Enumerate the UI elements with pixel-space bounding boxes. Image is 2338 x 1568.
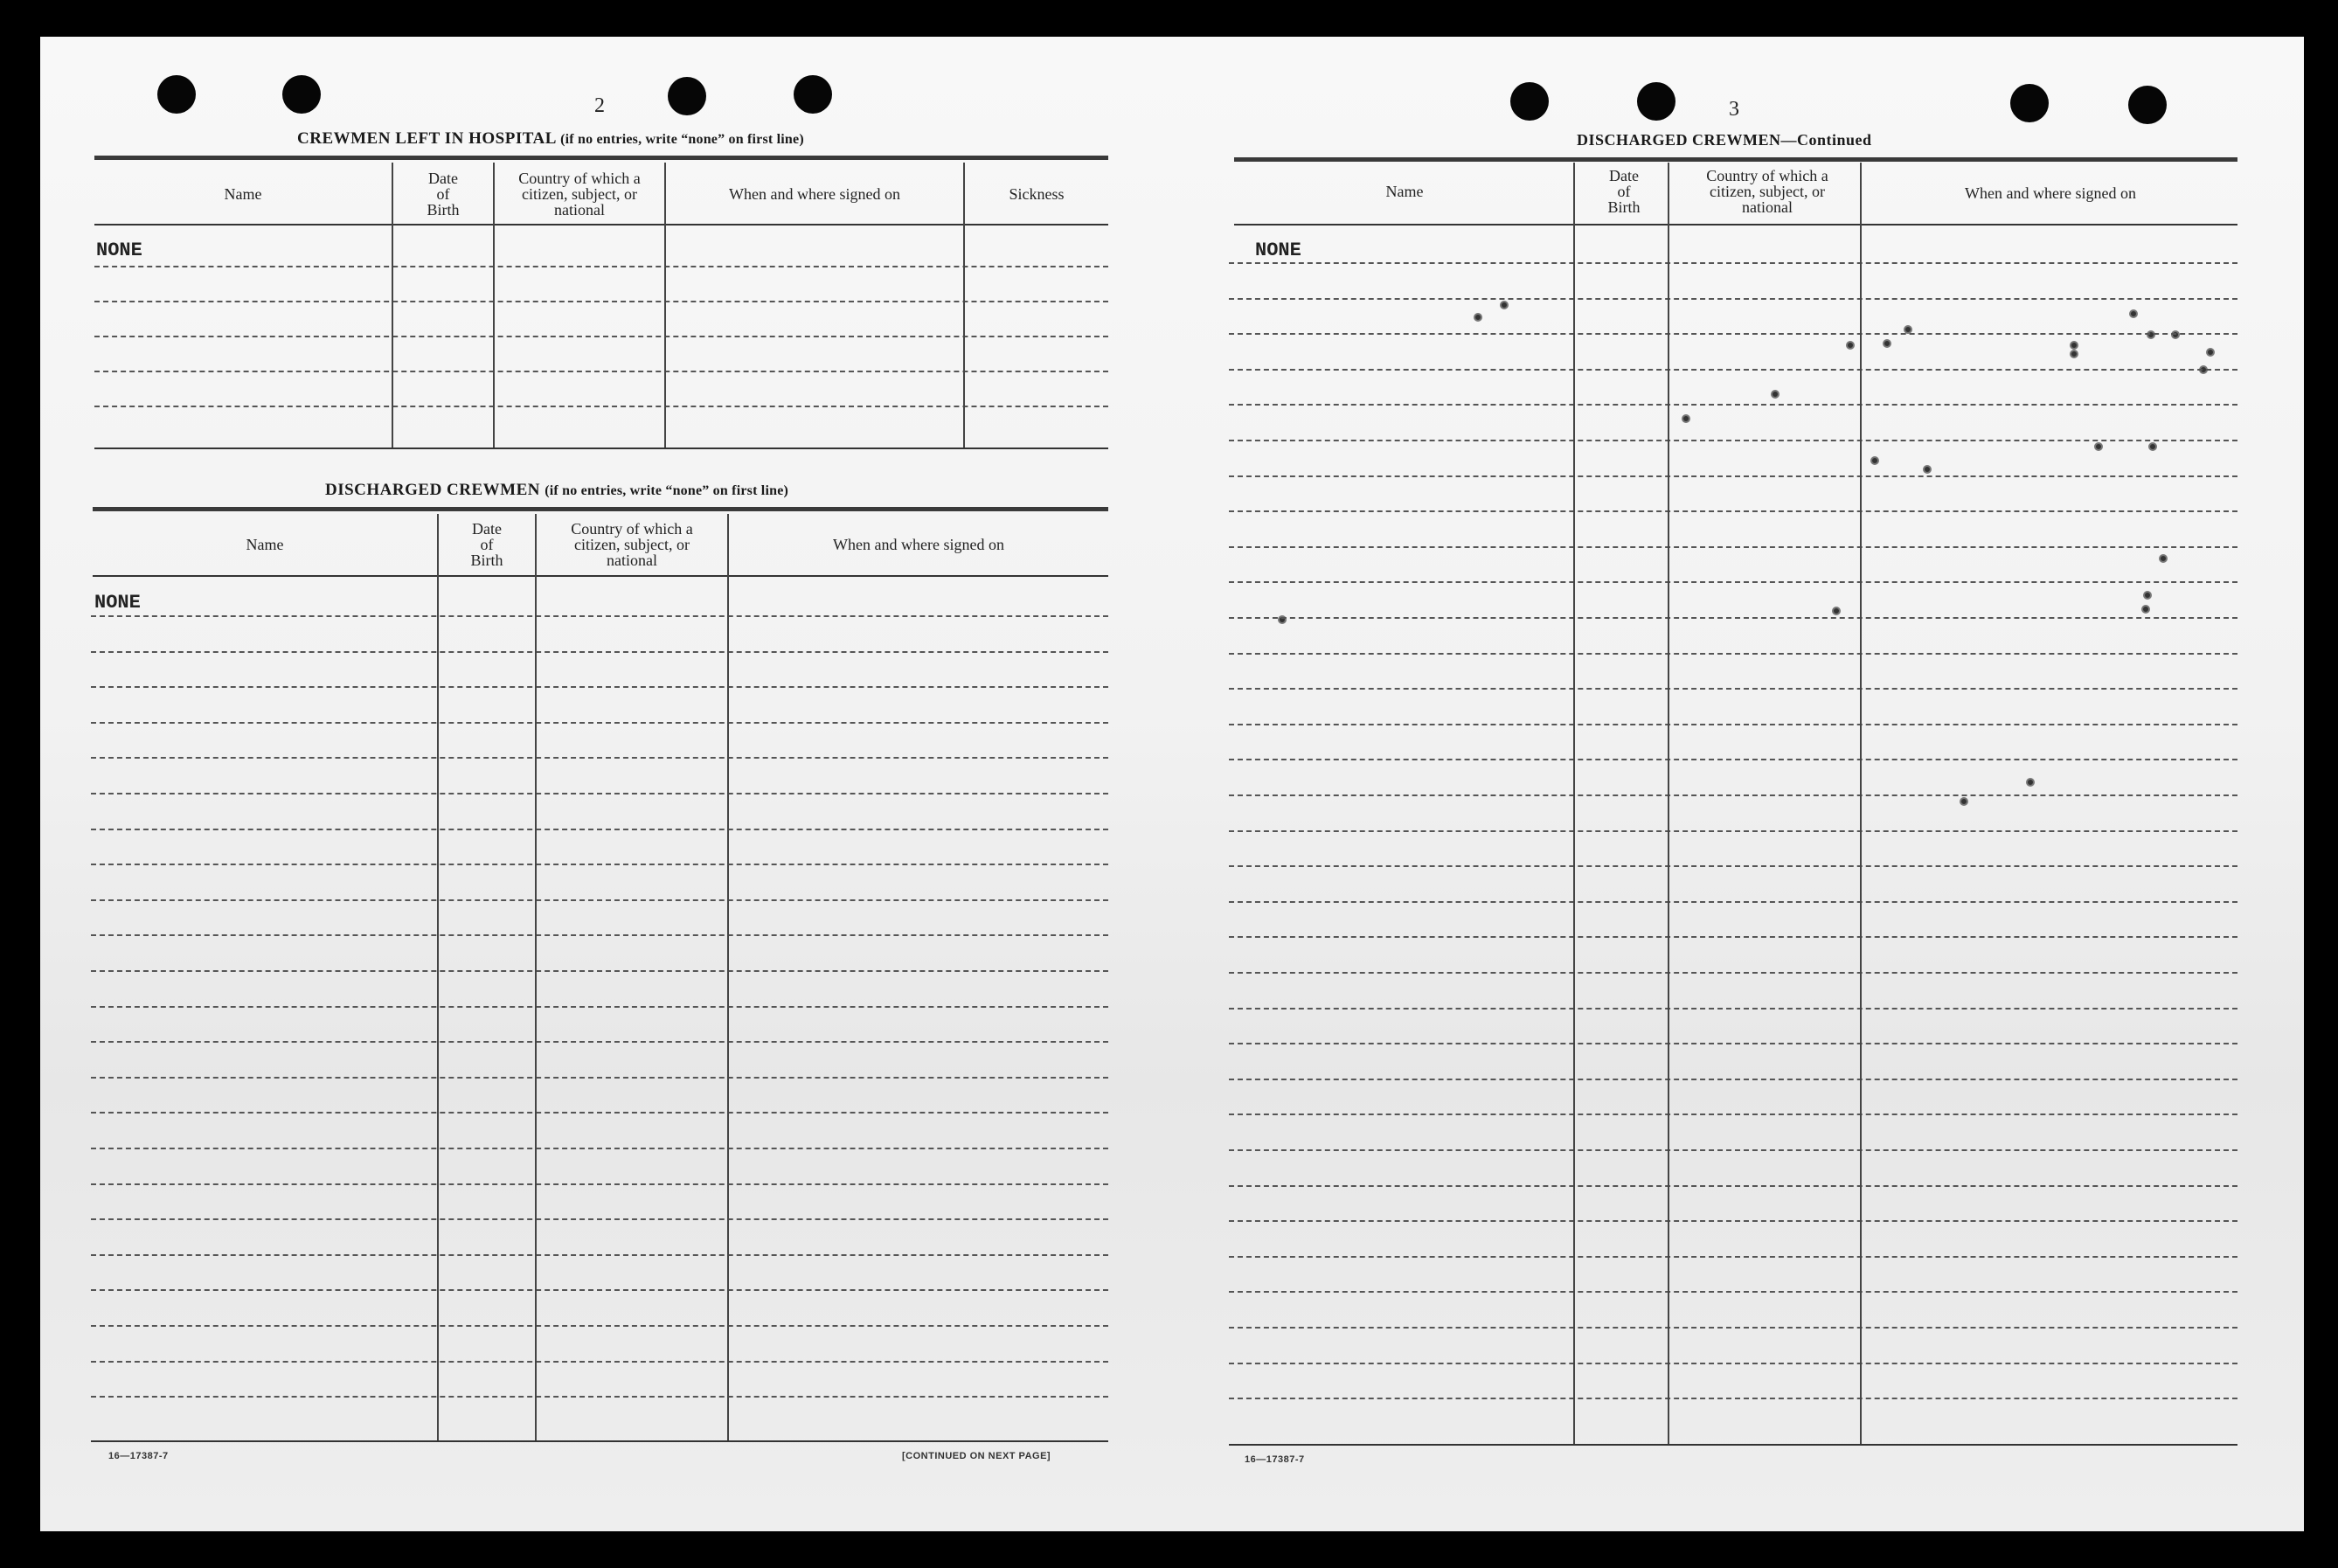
- col-date-of-birth: Date of Birth: [470, 520, 503, 569]
- form-number-right: 16—17387-7: [1245, 1454, 1305, 1465]
- ruled-row-line: [1229, 510, 2237, 512]
- table-bottom-rule: [91, 1440, 1108, 1442]
- scan-speck: [1883, 339, 1891, 348]
- hospital-instruction: (if no entries, write “none” on first line): [560, 132, 804, 147]
- ruled-row-line: [1229, 369, 2237, 371]
- punch-hole: [1510, 82, 1549, 121]
- page-number-left: 2: [594, 94, 605, 117]
- ruled-row-line: [91, 1289, 1108, 1291]
- ruled-row-line: [1229, 688, 2237, 690]
- ruled-row-line: [91, 1325, 1108, 1327]
- column-divider: [437, 514, 439, 1440]
- col-date-of-birth: Date of Birth: [1607, 167, 1641, 216]
- punch-hole: [157, 75, 196, 114]
- scan-speck: [2129, 309, 2138, 318]
- ruled-row-line: [1229, 298, 2237, 300]
- ruled-row-line: [1229, 1327, 2237, 1329]
- column-divider: [1573, 163, 1575, 1444]
- punch-hole: [668, 77, 706, 115]
- ruled-row-line: [1229, 1398, 2237, 1399]
- continued-note: [CONTINUED ON NEXT PAGE]: [902, 1451, 1051, 1461]
- header-bottom-rule: [94, 224, 1108, 225]
- ruled-row-line: [91, 1396, 1108, 1398]
- ruled-row-line: [1229, 546, 2237, 548]
- hospital-section-title: [297, 129, 804, 149]
- punch-hole: [282, 75, 321, 114]
- ruled-row-line: [1229, 404, 2237, 406]
- ruled-row-line: [1229, 1008, 2237, 1009]
- ruled-row-line: [91, 970, 1108, 972]
- discharged-section-title: [325, 481, 788, 500]
- ruled-row-line: [91, 722, 1108, 724]
- ruled-row-line: [1229, 724, 2237, 725]
- scan-speck: [1832, 607, 1841, 615]
- document-scan: [40, 37, 2304, 1531]
- punch-hole: [2010, 84, 2049, 122]
- column-divider: [1860, 163, 1862, 1444]
- scan-speck: [2094, 442, 2103, 451]
- ruled-row-line: [94, 371, 1108, 372]
- ruled-row-line: [1229, 936, 2237, 938]
- col-name: Name: [1385, 183, 1424, 200]
- col-date-of-birth: Date of Birth: [427, 170, 460, 219]
- col-country: Country of which a citizen, subject, or national: [1706, 167, 1828, 216]
- scan-speck: [1923, 465, 1932, 474]
- ruled-row-line: [91, 1077, 1108, 1079]
- scan-speck: [2159, 554, 2168, 563]
- scan-speck: [1682, 414, 1690, 423]
- table-bottom-rule: [94, 448, 1108, 449]
- form-number-left: 16—17387-7: [108, 1451, 169, 1461]
- ruled-row-line: [1229, 581, 2237, 583]
- scan-speck: [2206, 348, 2215, 357]
- ruled-row-line: [1229, 262, 2237, 264]
- scan-speck: [1474, 313, 1482, 322]
- ruled-row-line: [91, 1006, 1108, 1008]
- ruled-row-line: [91, 934, 1108, 936]
- table-top-rule: [1234, 157, 2237, 162]
- ruled-row-line: [1229, 794, 2237, 796]
- column-divider: [727, 514, 729, 1440]
- col-name: Name: [224, 185, 262, 203]
- table-bottom-rule: [1229, 1444, 2237, 1446]
- ruled-row-line: [1229, 1220, 2237, 1222]
- discharged-instruction: (if no entries, write “none” on first line): [545, 483, 789, 498]
- ruled-row-line: [91, 757, 1108, 759]
- column-divider: [963, 163, 965, 448]
- punch-hole: [794, 75, 832, 114]
- ruled-row-line: [1229, 1149, 2237, 1151]
- discharged-continued-title: DISCHARGED CREWMEN—Continued: [1577, 131, 1872, 149]
- ruled-row-line: [91, 615, 1108, 617]
- scan-speck: [2026, 778, 2035, 787]
- ruled-row-line: [1229, 830, 2237, 832]
- ruled-row-line: [1229, 653, 2237, 655]
- ruled-row-line: [1229, 1114, 2237, 1115]
- ruled-row-line: [91, 793, 1108, 794]
- ruled-row-line: [91, 1112, 1108, 1114]
- discharged-title-text: DISCHARGED CREWMEN: [325, 481, 540, 499]
- scan-speck: [2070, 350, 2078, 358]
- col-signed-on: When and where signed on: [833, 536, 1004, 553]
- ruled-row-line: [1229, 901, 2237, 903]
- ruled-row-line: [91, 864, 1108, 865]
- scan-speck: [1500, 301, 1509, 309]
- punch-hole: [2128, 86, 2167, 124]
- col-signed-on: When and where signed on: [1965, 184, 2136, 202]
- scan-speck: [2148, 442, 2157, 451]
- ruled-row-line: [1229, 1291, 2237, 1293]
- ruled-row-line: [1229, 1079, 2237, 1080]
- column-divider: [1668, 163, 1669, 1444]
- scan-speck: [1870, 456, 1879, 465]
- ruled-row-line: [91, 1183, 1108, 1185]
- column-divider: [392, 163, 393, 448]
- header-bottom-rule: [1234, 224, 2237, 225]
- scan-speck: [1960, 797, 1968, 806]
- ruled-row-line: [91, 651, 1108, 653]
- ruled-row-line: [1229, 475, 2237, 477]
- column-divider: [664, 163, 666, 448]
- scan-speck: [2141, 605, 2150, 614]
- col-sickness: Sickness: [1009, 185, 1065, 203]
- header-bottom-rule: [93, 575, 1108, 577]
- ruled-row-line: [1229, 1256, 2237, 1258]
- ruled-row-line: [91, 829, 1108, 830]
- ruled-row-line: [1229, 1363, 2237, 1364]
- ruled-row-line: [1229, 759, 2237, 760]
- scan-speck: [2143, 591, 2152, 600]
- ruled-row-line: [94, 301, 1108, 302]
- ruled-row-line: [91, 1218, 1108, 1220]
- ruled-row-line: [91, 899, 1108, 901]
- ruled-row-line: [91, 1361, 1108, 1363]
- hospital-title-text: CREWMEN LEFT IN HOSPITAL: [297, 129, 556, 148]
- column-divider: [493, 163, 495, 448]
- ruled-row-line: [91, 1148, 1108, 1149]
- col-name: Name: [246, 536, 284, 553]
- ruled-row-line: [91, 1041, 1108, 1043]
- punch-hole: [1637, 82, 1675, 121]
- col-country: Country of which a citizen, subject, or national: [571, 520, 693, 569]
- scan-speck: [1846, 341, 1855, 350]
- ruled-row-line: [1229, 972, 2237, 974]
- ruled-row-line: [1229, 440, 2237, 441]
- ruled-row-line: [1229, 865, 2237, 867]
- discharged-entry-none: NONE: [94, 592, 141, 614]
- discharged-continued-entry-none: NONE: [1255, 239, 1301, 261]
- ruled-row-line: [94, 406, 1108, 407]
- ruled-row-line: [94, 266, 1108, 267]
- ruled-row-line: [1229, 333, 2237, 335]
- column-divider: [535, 514, 537, 1440]
- page-number-right: 3: [1729, 98, 1739, 121]
- ruled-row-line: [1229, 617, 2237, 619]
- ruled-row-line: [1229, 1043, 2237, 1044]
- scan-speck: [1771, 390, 1780, 399]
- col-country: Country of which a citizen, subject, or national: [518, 170, 641, 219]
- scan-speck: [2070, 341, 2078, 350]
- col-signed-on: When and where signed on: [729, 185, 900, 203]
- table-top-rule: [93, 507, 1108, 511]
- ruled-row-line: [91, 686, 1108, 688]
- ruled-row-line: [94, 336, 1108, 337]
- table-top-rule: [94, 156, 1108, 160]
- hospital-entry-none: NONE: [96, 239, 142, 261]
- ruled-row-line: [1229, 1185, 2237, 1187]
- ruled-row-line: [91, 1254, 1108, 1256]
